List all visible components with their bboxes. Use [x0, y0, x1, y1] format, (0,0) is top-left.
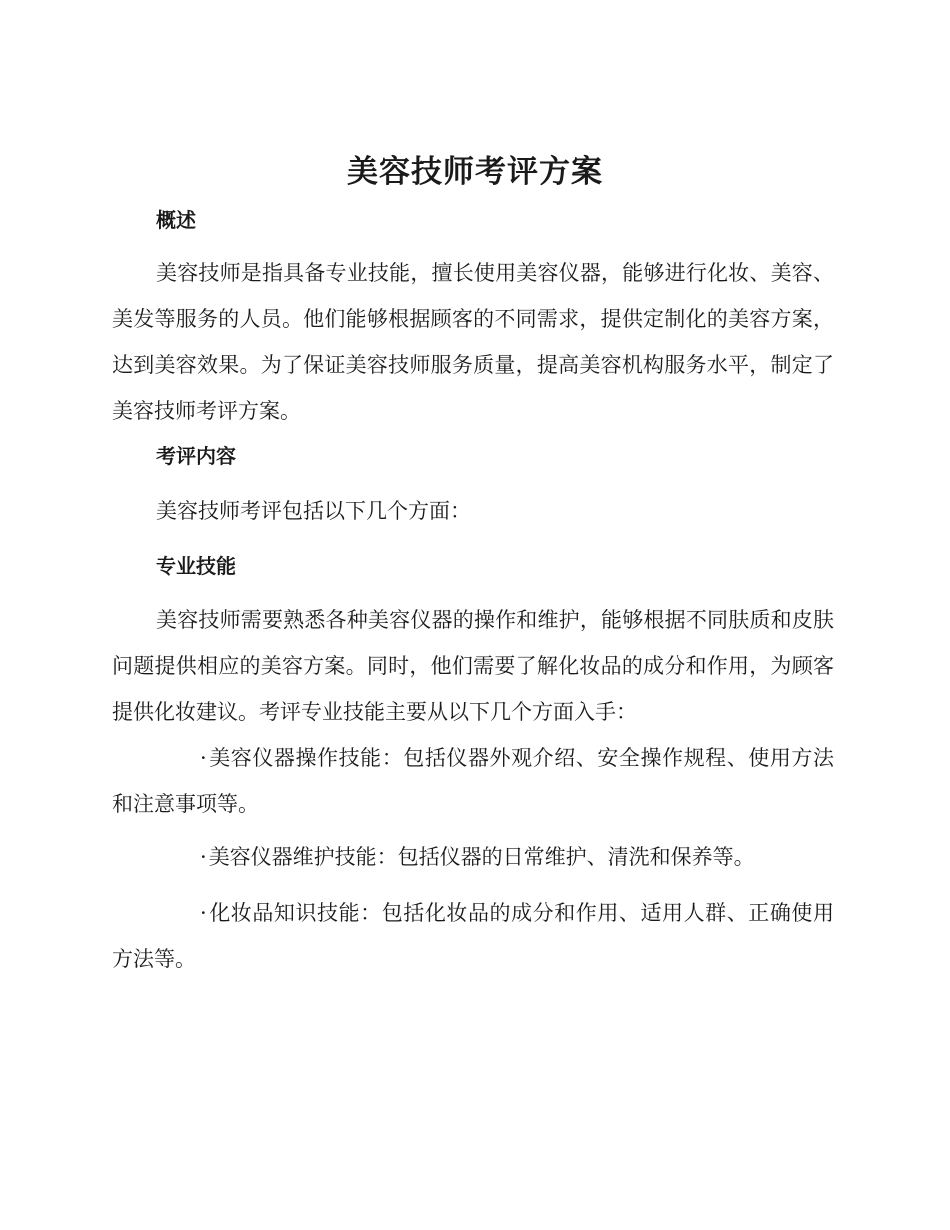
overview-paragraph: 美容技师是指具备专业技能，擅长使用美容仪器，能够进行化妆、美容、美发等服务的人员。他们能够根据顾客的不同需求，提供定制化的美容方案，达到美容效果。为了保证美容技师服务质量，提高美容机构服务水平，制定了美容技师考评方案。 — [112, 261, 834, 423]
bullet-item-instrument-operation — [112, 735, 834, 827]
bullet-marker: · — [200, 845, 207, 869]
section-heading-evaluation-content: 考评内容 — [156, 444, 236, 468]
evaluation-content-paragraph: 美容技师考评包括以下几个方面： — [156, 499, 471, 523]
document-title: 美容技师考评方案 — [347, 154, 603, 190]
bullet-marker: · — [200, 901, 207, 925]
professional-skills-paragraph: 美容技师需要熟悉各种美容仪器的操作和维护，能够根据不同肤质和皮肤问题提供相应的美容方案。同时，他们需要了解化妆品的成分和作用，为顾客提供化妆建议。考评专业技能主要从以下几个方面入手： — [112, 608, 834, 724]
bullet-marker: · — [200, 746, 207, 770]
bullet-item-cosmetics-knowledge — [112, 890, 834, 982]
bullet-text: 美容仪器操作技能：包括仪器外观介绍、安全操作规程、使用方法和注意事项等。 — [112, 746, 834, 816]
section-heading-overview: 概述 — [156, 208, 196, 232]
section-heading-professional-skills: 专业技能 — [156, 554, 236, 578]
bullet-item-instrument-maintenance — [112, 834, 834, 880]
bullet-text: 美容仪器维护技能：包括仪器的日常维护、清洗和保养等。 — [208, 845, 755, 869]
bullet-text: 化妆品知识技能：包括化妆品的成分和作用、适用人群、正确使用方法等。 — [112, 901, 834, 971]
